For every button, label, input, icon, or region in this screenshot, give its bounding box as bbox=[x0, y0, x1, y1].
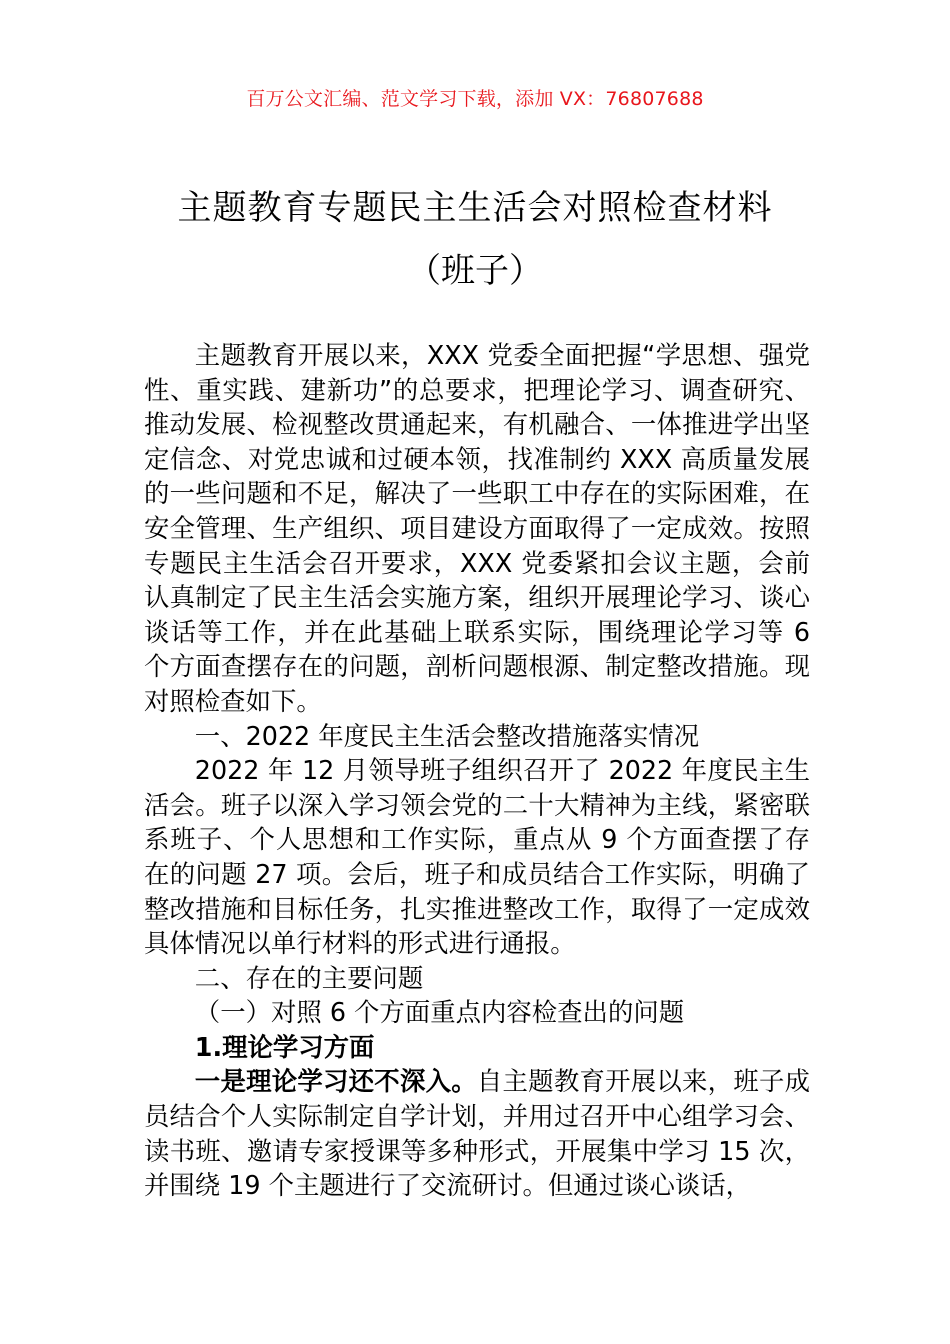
document-title: 主题教育专题民主生活会对照检查材料 bbox=[177, 188, 773, 228]
watermark-header-note: 百万公文汇编、范文学习下载，添加 VX：76807688 bbox=[246, 88, 704, 110]
theory-study-paragraph bbox=[144, 1064, 810, 1202]
section-1-paragraph: 2022 年 12 月领导班子组织召开了 2022 年度民主生活会。班子以深入学习领会党的二十大精神为主线，紧密联系班子、个人思想和工作实际，重点从 9 个方面查摆了存在的问题 27 项。会后，班子和成员结合工作实际，明确了整改措施和目标任务，扎实推进整改工作，取得了一定成效具体情况以单行材料的形式进行通报。 bbox=[144, 755, 810, 959]
section-heading-1: 一、2022 年度民主生活会整改措施落实情况 bbox=[194, 720, 700, 751]
item-heading-theory-study: 1.理论学习方面 bbox=[194, 1031, 375, 1062]
document-subtitle: （班子） bbox=[407, 251, 543, 291]
intro-paragraph: 主题教育开展以来，XXX 党委全面把握“学思想、强党性、重实践、建新功”的总要求，把理论学习、调查研究、推动发展、检视整改贯通起来，有机融合、一体推进学出坚定信念、对党忠诚和过硬本领，找准制约 XXX 高质量发展的一些问题和不足，解决了一些职工中存在的实际困难，在安全管理、生产组织、项目建设方面取得了一定成效。按照专题民主生活会召开要求，XXX 党委紧扣会议主题，会前认真制定了民主生活会实施方案，组织开展理论学习、谈心谈话等工作，并在此基础上联系实际，围绕理论学习等 6 个方面查摆存在的问题，剖析问题根源、制定整改措施。现对照检查如下。 bbox=[144, 340, 810, 716]
subsection-heading-1: （一）对照 6 个方面重点内容检查出的问题 bbox=[194, 997, 685, 1028]
section-heading-2: 二、存在的主要问题 bbox=[194, 962, 424, 993]
bold-lead-sentence: 一是理论学习还不深入。 bbox=[194, 1066, 477, 1097]
document-body bbox=[144, 338, 810, 1203]
paragraph-text: 自主题教育开展以来，班子成员结合个人实际制定自学计划，并用过召开中心组学习会、读书班、邀请专家授课等多种形式，开展集中学习 15 次，并围绕 19 个主题进行了交流研讨。但通过谈心谈话， bbox=[144, 1066, 811, 1201]
